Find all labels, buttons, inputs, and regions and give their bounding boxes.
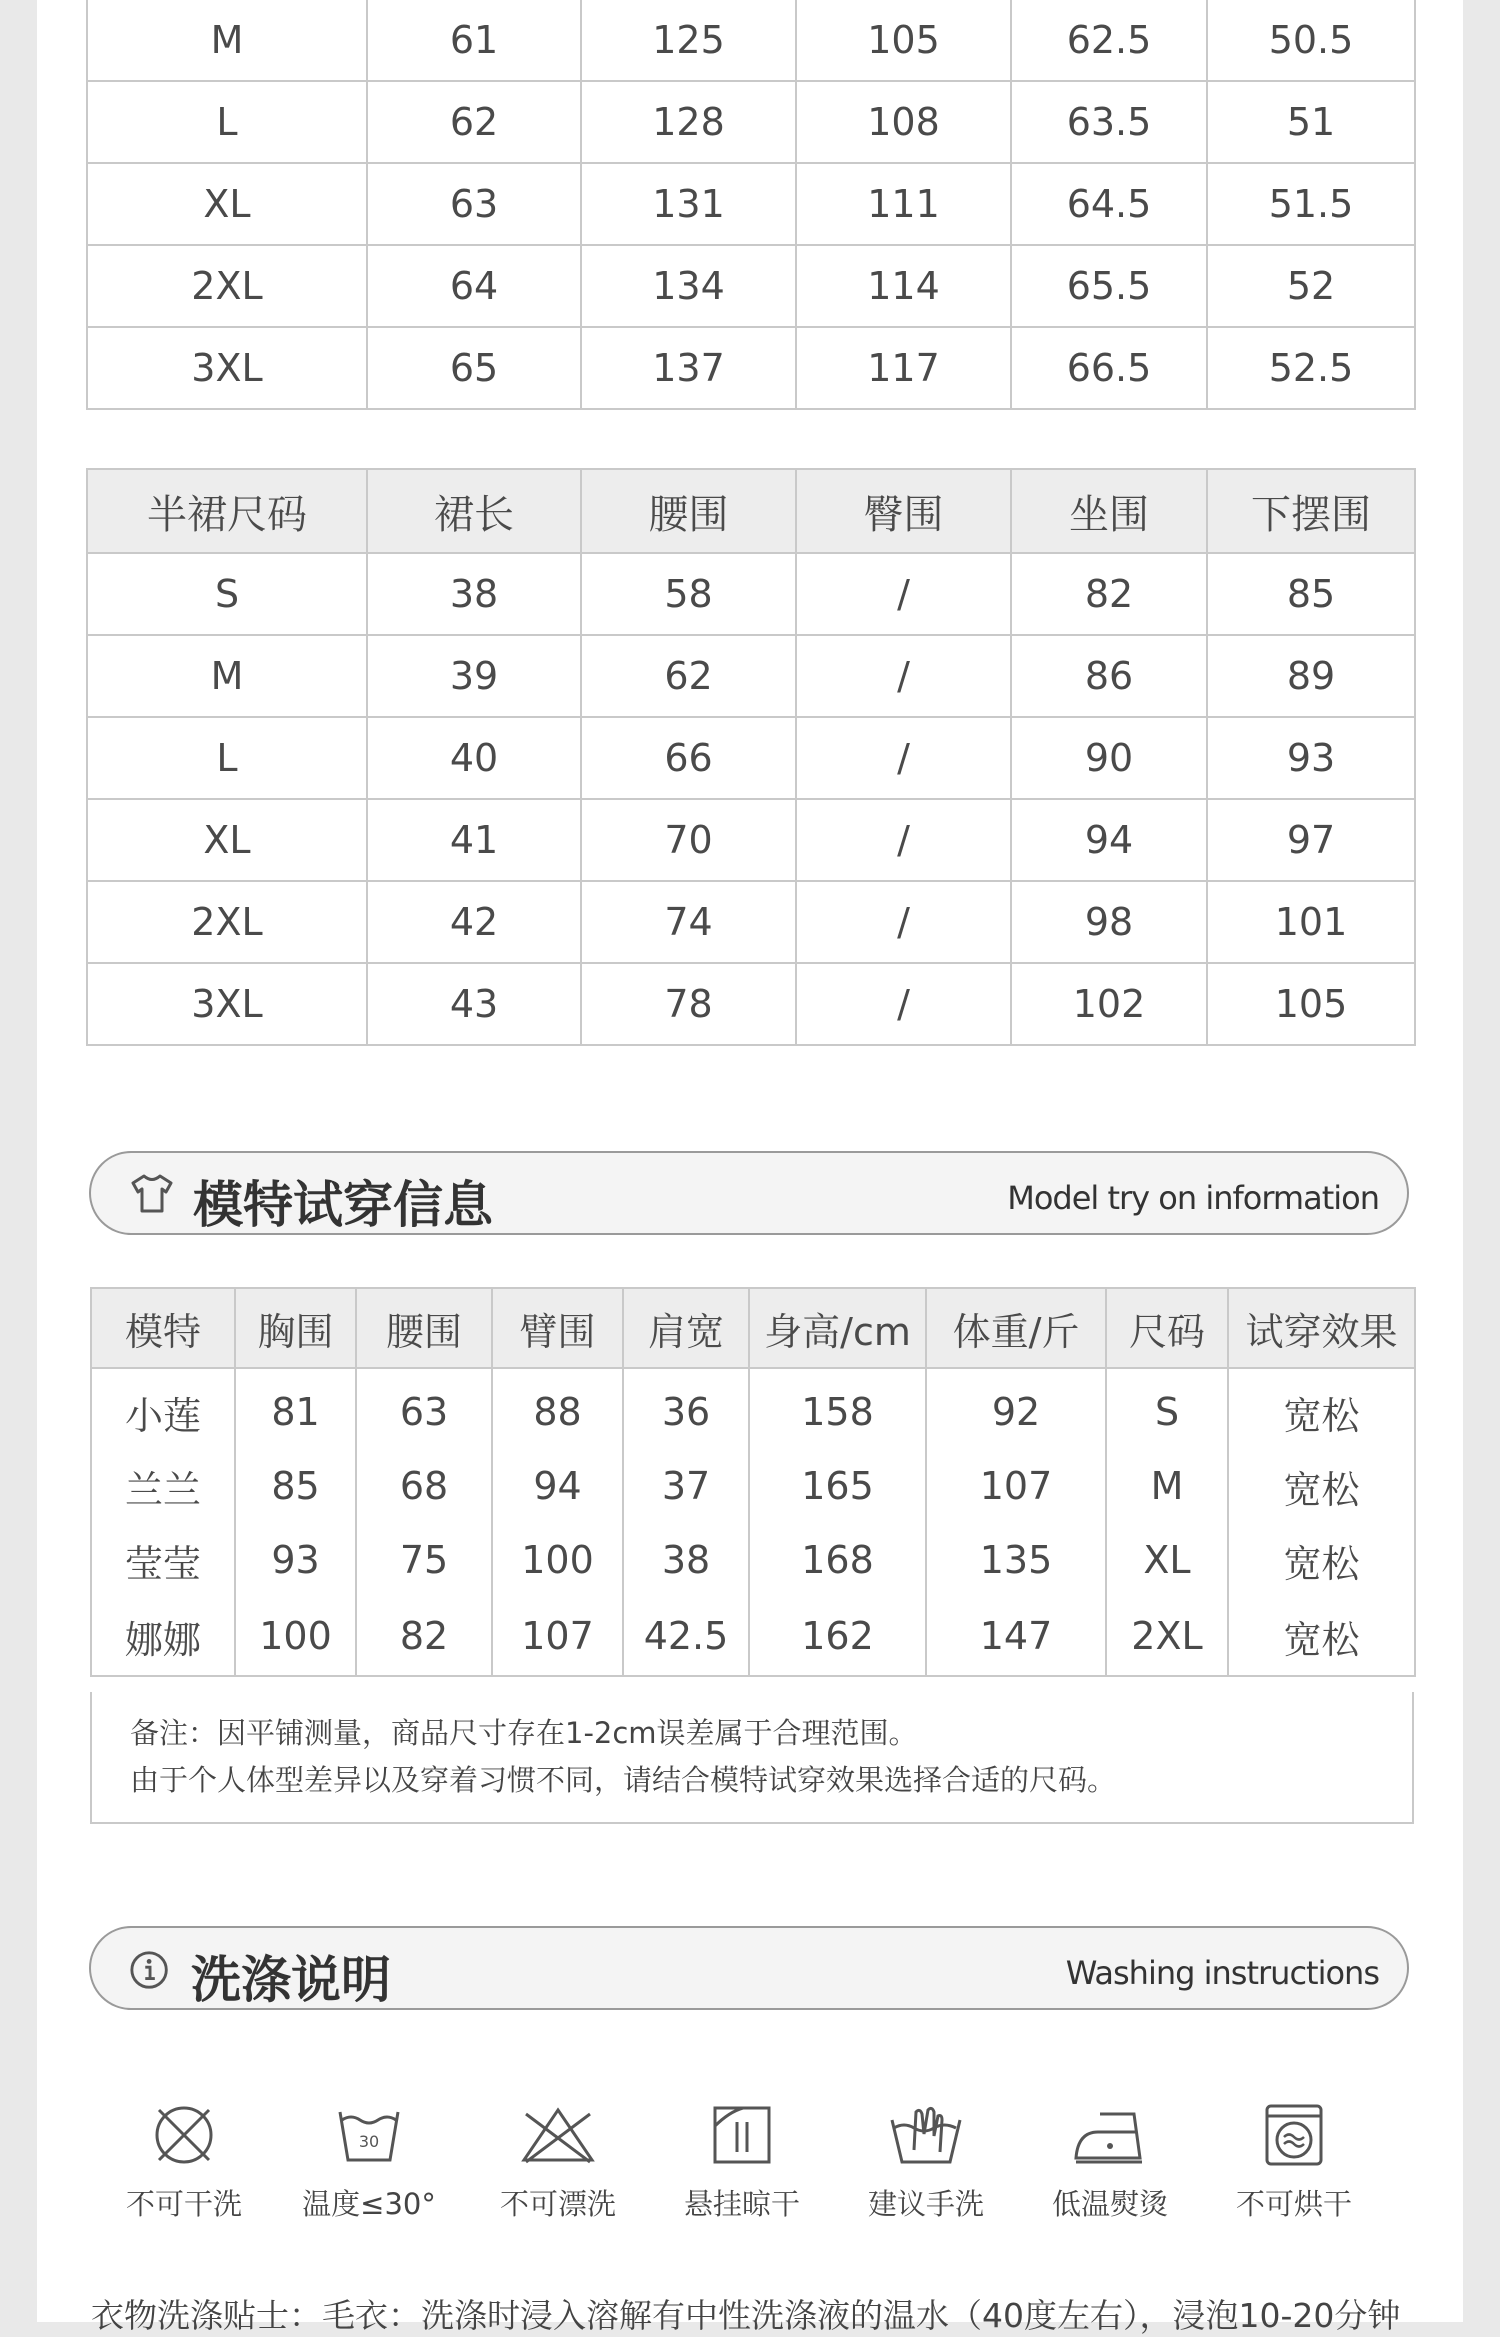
table-cell: 52 bbox=[1207, 245, 1415, 327]
table-cell: 98 bbox=[1011, 881, 1207, 963]
wash-item-no-bleach bbox=[483, 2100, 633, 2223]
table-cell: S bbox=[1106, 1368, 1228, 1449]
table-row bbox=[91, 1597, 1415, 1676]
table-cell: 兰兰 bbox=[91, 1449, 235, 1523]
table-cell: 宽松 bbox=[1228, 1523, 1415, 1597]
table-cell: 68 bbox=[356, 1449, 492, 1523]
table-row bbox=[87, 881, 1415, 963]
table-cell: 92 bbox=[926, 1368, 1106, 1449]
table-cell: 莹莹 bbox=[91, 1523, 235, 1597]
table-cell: 107 bbox=[492, 1597, 623, 1676]
table-row bbox=[87, 245, 1415, 327]
table-cell: M bbox=[1106, 1449, 1228, 1523]
table-cell: 78 bbox=[581, 963, 796, 1045]
table-cell: 105 bbox=[1207, 963, 1415, 1045]
table-cell: 52.5 bbox=[1207, 327, 1415, 409]
column-header: 胸围 bbox=[235, 1288, 356, 1368]
wash-label: 建议手洗 bbox=[867, 2187, 984, 2221]
table-cell: / bbox=[796, 881, 1011, 963]
table-row bbox=[87, 553, 1415, 635]
table-cell: 65.5 bbox=[1011, 245, 1207, 327]
table-cell: 58 bbox=[581, 553, 796, 635]
table-cell: M bbox=[87, 0, 367, 81]
table-header-row bbox=[87, 469, 1415, 553]
table-cell: 62.5 bbox=[1011, 0, 1207, 81]
table-cell: 93 bbox=[1207, 717, 1415, 799]
info-icon bbox=[129, 1948, 173, 1992]
table-cell: 86 bbox=[1011, 635, 1207, 717]
table-cell: 101 bbox=[1207, 881, 1415, 963]
table-cell: XL bbox=[1106, 1523, 1228, 1597]
table-cell: XL bbox=[87, 163, 367, 245]
column-header: 试穿效果 bbox=[1228, 1288, 1415, 1368]
column-header: 模特 bbox=[91, 1288, 235, 1368]
table-cell: 82 bbox=[1011, 553, 1207, 635]
table-cell: / bbox=[796, 553, 1011, 635]
no-bleach-icon bbox=[518, 2100, 598, 2170]
table-cell: 63 bbox=[356, 1368, 492, 1449]
table-cell: 38 bbox=[367, 553, 581, 635]
table-cell: 162 bbox=[749, 1597, 926, 1676]
table-cell: 90 bbox=[1011, 717, 1207, 799]
wash-item-30 bbox=[294, 2100, 444, 2223]
column-header: 臀围 bbox=[796, 469, 1011, 553]
table-cell: 66.5 bbox=[1011, 327, 1207, 409]
wash-item-hang-dry bbox=[667, 2100, 817, 2223]
table-cell: 宽松 bbox=[1228, 1449, 1415, 1523]
table-cell: 42 bbox=[367, 881, 581, 963]
column-header: 肩宽 bbox=[623, 1288, 749, 1368]
table-cell: 158 bbox=[749, 1368, 926, 1449]
model-table-note bbox=[90, 1692, 1414, 1824]
table-cell: M bbox=[87, 635, 367, 717]
wash-item-hand-wash bbox=[851, 2100, 1001, 2223]
washing-banner-title: 洗涤说明 bbox=[191, 1951, 391, 2009]
table-cell: 43 bbox=[367, 963, 581, 1045]
top-size-table bbox=[86, 0, 1416, 410]
table-cell: 85 bbox=[1207, 553, 1415, 635]
shirt-icon bbox=[129, 1173, 175, 1215]
table-row bbox=[87, 81, 1415, 163]
table-cell: XL bbox=[87, 799, 367, 881]
table-cell: 2XL bbox=[87, 881, 367, 963]
table-cell: 111 bbox=[796, 163, 1011, 245]
table-cell: 65 bbox=[367, 327, 581, 409]
table-cell: 娜娜 bbox=[91, 1597, 235, 1676]
table-cell: 102 bbox=[1011, 963, 1207, 1045]
table-cell: 64.5 bbox=[1011, 163, 1207, 245]
table-cell: 3XL bbox=[87, 963, 367, 1045]
table-cell: 105 bbox=[796, 0, 1011, 81]
table-cell: 100 bbox=[235, 1597, 356, 1676]
table-cell: 2XL bbox=[87, 245, 367, 327]
table-cell: 147 bbox=[926, 1597, 1106, 1676]
table-cell: 89 bbox=[1207, 635, 1415, 717]
wash-label: 不可漂洗 bbox=[499, 2187, 616, 2221]
table-cell: 小莲 bbox=[91, 1368, 235, 1449]
table-cell: 131 bbox=[581, 163, 796, 245]
wash-label: 低温熨烫 bbox=[1051, 2187, 1168, 2221]
table-cell: 3XL bbox=[87, 327, 367, 409]
table-cell: 37 bbox=[623, 1449, 749, 1523]
table-cell: 94 bbox=[1011, 799, 1207, 881]
table-cell: 宽松 bbox=[1228, 1368, 1415, 1449]
table-row bbox=[87, 717, 1415, 799]
table-cell: 61 bbox=[367, 0, 581, 81]
table-cell: / bbox=[796, 717, 1011, 799]
table-cell: 40 bbox=[367, 717, 581, 799]
washing-banner-subtitle: Washing instructions bbox=[1065, 1954, 1379, 1992]
model-banner-title: 模特试穿信息 bbox=[193, 1176, 493, 1234]
table-cell: 64 bbox=[367, 245, 581, 327]
table-cell: / bbox=[796, 963, 1011, 1045]
table-cell: 134 bbox=[581, 245, 796, 327]
wash-label: 不可烘干 bbox=[1235, 2187, 1352, 2221]
wash-30-icon bbox=[334, 2100, 404, 2170]
table-cell: 114 bbox=[796, 245, 1011, 327]
table-cell: 74 bbox=[581, 881, 796, 963]
skirt-size-table bbox=[86, 468, 1416, 1046]
table-cell: 51 bbox=[1207, 81, 1415, 163]
table-cell: 41 bbox=[367, 799, 581, 881]
note-line-1: 备注：因平铺测量，商品尺寸存在1-2cm误差属于合理范围。 bbox=[130, 1716, 918, 1750]
model-info-banner bbox=[89, 1151, 1409, 1235]
column-header: 裙长 bbox=[367, 469, 581, 553]
table-cell: L bbox=[87, 717, 367, 799]
table-row bbox=[87, 163, 1415, 245]
wash-item-low-iron bbox=[1035, 2100, 1185, 2223]
column-header: 下摆围 bbox=[1207, 469, 1415, 553]
table-cell: 81 bbox=[235, 1368, 356, 1449]
table-cell: 75 bbox=[356, 1523, 492, 1597]
table-cell: 82 bbox=[356, 1597, 492, 1676]
table-cell: 108 bbox=[796, 81, 1011, 163]
wash-label: 温度≤30° bbox=[302, 2187, 436, 2221]
column-header: 尺码 bbox=[1106, 1288, 1228, 1368]
table-row bbox=[91, 1449, 1415, 1523]
wash-label: 不可干洗 bbox=[125, 2187, 242, 2221]
column-header: 体重/斤 bbox=[926, 1288, 1106, 1368]
table-row bbox=[87, 635, 1415, 717]
table-row bbox=[91, 1368, 1415, 1449]
column-header: 腰围 bbox=[356, 1288, 492, 1368]
table-cell: / bbox=[796, 635, 1011, 717]
table-cell: / bbox=[796, 799, 1011, 881]
table-cell: 93 bbox=[235, 1523, 356, 1597]
table-cell: 62 bbox=[581, 635, 796, 717]
table-row bbox=[91, 1523, 1415, 1597]
no-dry-clean-icon bbox=[149, 2100, 219, 2170]
column-header: 半裙尺码 bbox=[87, 469, 367, 553]
table-header-row bbox=[91, 1288, 1415, 1368]
table-cell: 51.5 bbox=[1207, 163, 1415, 245]
wash-label: 悬挂晾干 bbox=[683, 2187, 800, 2221]
table-cell: 宽松 bbox=[1228, 1597, 1415, 1676]
table-cell: L bbox=[87, 81, 367, 163]
size-chart-page bbox=[37, 0, 1463, 2335]
table-cell: 36 bbox=[623, 1368, 749, 1449]
table-cell: 38 bbox=[623, 1523, 749, 1597]
table-cell: 100 bbox=[492, 1523, 623, 1597]
table-cell: 117 bbox=[796, 327, 1011, 409]
table-cell: 135 bbox=[926, 1523, 1106, 1597]
table-cell: S bbox=[87, 553, 367, 635]
washing-banner bbox=[89, 1926, 1409, 2010]
no-tumble-dry-icon bbox=[1259, 2100, 1329, 2170]
table-cell: 128 bbox=[581, 81, 796, 163]
model-banner-subtitle: Model try on information bbox=[1007, 1179, 1379, 1217]
table-cell: 63.5 bbox=[1011, 81, 1207, 163]
hand-wash-icon bbox=[886, 2100, 966, 2170]
table-cell: 137 bbox=[581, 327, 796, 409]
wash-tip: 衣物洗涤贴士：毛衣：洗涤时浸入溶解有中性洗涤液的温水（40度左右），浸泡10-20分钟 bbox=[91, 2296, 1401, 2335]
table-cell: 62 bbox=[367, 81, 581, 163]
column-header: 腰围 bbox=[581, 469, 796, 553]
table-row bbox=[87, 327, 1415, 409]
table-cell: 94 bbox=[492, 1449, 623, 1523]
table-cell: 107 bbox=[926, 1449, 1106, 1523]
column-header: 臂围 bbox=[492, 1288, 623, 1368]
table-cell: 66 bbox=[581, 717, 796, 799]
column-header: 身高/cm bbox=[749, 1288, 926, 1368]
table-cell: 97 bbox=[1207, 799, 1415, 881]
table-cell: 85 bbox=[235, 1449, 356, 1523]
table-row bbox=[87, 963, 1415, 1045]
low-iron-icon bbox=[1070, 2100, 1150, 2170]
table-cell: 42.5 bbox=[623, 1597, 749, 1676]
table-cell: 63 bbox=[367, 163, 581, 245]
table-cell: 50.5 bbox=[1207, 0, 1415, 81]
column-header: 坐围 bbox=[1011, 469, 1207, 553]
table-cell: 125 bbox=[581, 0, 796, 81]
wash-item-no-tumble-dry bbox=[1219, 2100, 1369, 2223]
model-table bbox=[90, 1287, 1416, 1677]
wash-item-no-dry-clean bbox=[109, 2100, 259, 2223]
table-row bbox=[87, 799, 1415, 881]
table-row bbox=[87, 0, 1415, 81]
note-line-2: 由于个人体型差异以及穿着习惯不同，请结合模特试穿效果选择合适的尺码。 bbox=[130, 1763, 1117, 1797]
table-cell: 88 bbox=[492, 1368, 623, 1449]
table-cell: 168 bbox=[749, 1523, 926, 1597]
wash-temp-text: 30 bbox=[358, 2132, 380, 2151]
table-cell: 2XL bbox=[1106, 1597, 1228, 1676]
table-cell: 39 bbox=[367, 635, 581, 717]
hang-dry-icon bbox=[707, 2100, 777, 2170]
table-cell: 165 bbox=[749, 1449, 926, 1523]
table-cell: 70 bbox=[581, 799, 796, 881]
